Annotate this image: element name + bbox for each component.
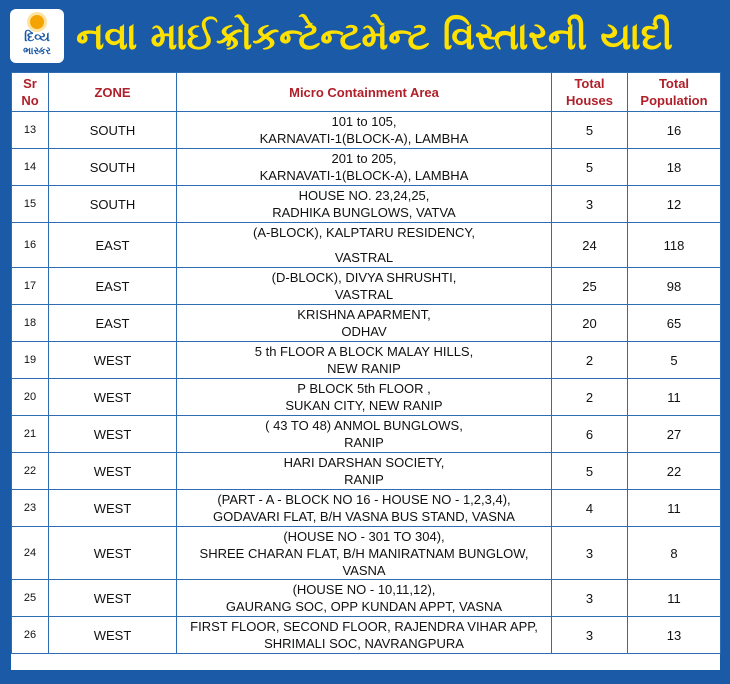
cell-area <box>177 305 552 342</box>
table-row <box>12 186 721 223</box>
cell-sr-no: 16 <box>12 223 49 268</box>
cell-total-houses: 6 <box>552 416 628 453</box>
area-line: (PART - A - BLOCK NO 16 - HOUSE NO - 1,2,3,4), <box>217 492 511 507</box>
area-line: RADHIKA BUNGLOWS, VATVA <box>272 205 456 220</box>
cell-zone: WEST <box>49 416 177 453</box>
area-line: ( 43 TO 48) ANMOL BUNGLOWS, <box>265 418 463 433</box>
cell-total-houses: 2 <box>552 342 628 379</box>
area-line: KARNAVATI-1(BLOCK-A), LAMBHA <box>259 131 469 146</box>
cell-area <box>177 490 552 527</box>
header-total-population: Total Population <box>628 73 721 112</box>
header-zone: ZONE <box>49 73 177 112</box>
cell-zone: WEST <box>49 342 177 379</box>
cell-total-population: 8 <box>628 527 721 580</box>
cell-area <box>177 268 552 305</box>
cell-area <box>177 379 552 416</box>
cell-sr-no: 24 <box>12 527 49 580</box>
cell-total-houses: 4 <box>552 490 628 527</box>
table-row <box>12 305 721 342</box>
cell-total-population: 18 <box>628 149 721 186</box>
table-row <box>12 617 721 654</box>
area-line: SUKAN CITY, NEW RANIP <box>285 398 443 413</box>
cell-total-population: 11 <box>628 490 721 527</box>
area-line: HARI DARSHAN SOCIETY, <box>283 455 445 470</box>
area-line: KARNAVATI-1(BLOCK-A), LAMBHA <box>259 168 469 183</box>
cell-sr-no: 20 <box>12 379 49 416</box>
cell-total-population: 22 <box>628 453 721 490</box>
cell-zone: WEST <box>49 490 177 527</box>
area-line: (A-BLOCK), KALPTARU RESIDENCY, <box>252 225 475 240</box>
table-row <box>12 342 721 379</box>
table-row <box>12 453 721 490</box>
cell-area <box>177 580 552 617</box>
divya-bhaskar-logo <box>10 9 64 63</box>
cell-sr-no: 23 <box>12 490 49 527</box>
page-title: નવા માઈક્રોકન્ટેન્ટમેન્ટ વિસ્તારની યાદી <box>76 14 673 58</box>
cell-total-houses: 3 <box>552 580 628 617</box>
area-line: 101 to 105, <box>331 114 397 129</box>
cell-total-population: 16 <box>628 112 721 149</box>
cell-total-population: 98 <box>628 268 721 305</box>
cell-area <box>177 342 552 379</box>
cell-sr-no: 25 <box>12 580 49 617</box>
header-banner <box>0 0 730 72</box>
cell-zone: SOUTH <box>49 112 177 149</box>
table-row <box>12 527 721 580</box>
cell-total-houses: 3 <box>552 527 628 580</box>
cell-zone: WEST <box>49 453 177 490</box>
table-row <box>12 223 721 268</box>
header-sr-no: Sr No <box>12 73 49 112</box>
cell-zone: EAST <box>49 268 177 305</box>
area-line: FIRST FLOOR, SECOND FLOOR, RAJENDRA VIHAR APP, <box>190 619 538 634</box>
logo-text-line1: દિવ્ય <box>24 30 50 45</box>
cell-zone: SOUTH <box>49 186 177 223</box>
cell-sr-no: 14 <box>12 149 49 186</box>
table-header-row <box>12 73 721 112</box>
table-row <box>12 149 721 186</box>
cell-zone: WEST <box>49 527 177 580</box>
cell-sr-no: 18 <box>12 305 49 342</box>
header-total-houses: Total Houses <box>552 73 628 112</box>
cell-area <box>177 186 552 223</box>
area-line: (D-BLOCK), DIVYA SHRUSHTI, <box>271 270 457 285</box>
cell-zone: EAST <box>49 223 177 268</box>
area-line: P BLOCK 5th FLOOR , <box>297 381 431 396</box>
cell-total-houses: 5 <box>552 453 628 490</box>
cell-total-houses: 24 <box>552 223 628 268</box>
cell-zone: WEST <box>49 379 177 416</box>
area-line <box>181 241 547 249</box>
area-line: SHREE CHARAN FLAT, B/H MANIRATNAM BUNGLOW, <box>199 545 529 561</box>
cell-sr-no: 21 <box>12 416 49 453</box>
cell-total-houses: 25 <box>552 268 628 305</box>
cell-total-population: 11 <box>628 580 721 617</box>
table-row <box>12 416 721 453</box>
cell-area <box>177 223 552 268</box>
table-body <box>12 112 721 654</box>
area-line: RANIP <box>344 435 384 450</box>
cell-sr-no: 22 <box>12 453 49 490</box>
area-line: KRISHNA APARMENT, <box>297 307 431 322</box>
table-row <box>12 490 721 527</box>
table-row <box>12 379 721 416</box>
area-line: RANIP <box>344 472 384 487</box>
cell-area <box>177 112 552 149</box>
table-row <box>12 268 721 305</box>
logo-text-line2: ભાસ્કર <box>23 46 51 57</box>
cell-zone: WEST <box>49 617 177 654</box>
cell-total-population: 65 <box>628 305 721 342</box>
cell-sr-no: 17 <box>12 268 49 305</box>
area-line: VASTRAL <box>334 250 394 265</box>
cell-total-houses: 2 <box>552 379 628 416</box>
area-line: 201 to 205, <box>331 151 397 166</box>
cell-sr-no: 19 <box>12 342 49 379</box>
area-line: GAURANG SOC, OPP KUNDAN APPT, VASNA <box>225 599 503 614</box>
containment-table-container <box>11 72 720 670</box>
cell-total-houses: 5 <box>552 149 628 186</box>
cell-area <box>177 527 552 580</box>
cell-total-houses: 5 <box>552 112 628 149</box>
cell-total-population: 13 <box>628 617 721 654</box>
cell-area <box>177 149 552 186</box>
area-line: NEW RANIP <box>327 361 401 376</box>
cell-zone: EAST <box>49 305 177 342</box>
area-line: VASTRAL <box>334 287 394 302</box>
cell-sr-no: 15 <box>12 186 49 223</box>
table-row <box>12 580 721 617</box>
cell-area <box>177 617 552 654</box>
cell-sr-no: 26 <box>12 617 49 654</box>
area-line: (HOUSE NO - 10,11,12), <box>292 582 436 597</box>
cell-total-houses: 20 <box>552 305 628 342</box>
area-line: GODAVARI FLAT, B/H VASNA BUS STAND, VASNA <box>213 509 515 524</box>
cell-zone: SOUTH <box>49 149 177 186</box>
cell-area <box>177 416 552 453</box>
header-area: Micro Containment Area <box>177 73 552 112</box>
cell-total-population: 27 <box>628 416 721 453</box>
cell-area <box>177 453 552 490</box>
table-row <box>12 112 721 149</box>
area-line: ODHAV <box>341 324 387 339</box>
cell-zone: WEST <box>49 580 177 617</box>
cell-total-population: 118 <box>628 223 721 268</box>
area-line: HOUSE NO. 23,24,25, <box>298 188 430 203</box>
area-line: SHRIMALI SOC, NAVRANGPURA <box>264 636 464 651</box>
area-line: VASNA <box>342 562 386 578</box>
sun-icon <box>30 15 44 29</box>
area-line: 5 th FLOOR A BLOCK MALAY HILLS, <box>254 344 474 359</box>
cell-total-houses: 3 <box>552 617 628 654</box>
cell-total-population: 12 <box>628 186 721 223</box>
area-line: (HOUSE NO - 301 TO 304), <box>283 528 445 544</box>
cell-total-population: 11 <box>628 379 721 416</box>
containment-table <box>11 72 721 654</box>
cell-total-houses: 3 <box>552 186 628 223</box>
cell-total-population: 5 <box>628 342 721 379</box>
cell-sr-no: 13 <box>12 112 49 149</box>
